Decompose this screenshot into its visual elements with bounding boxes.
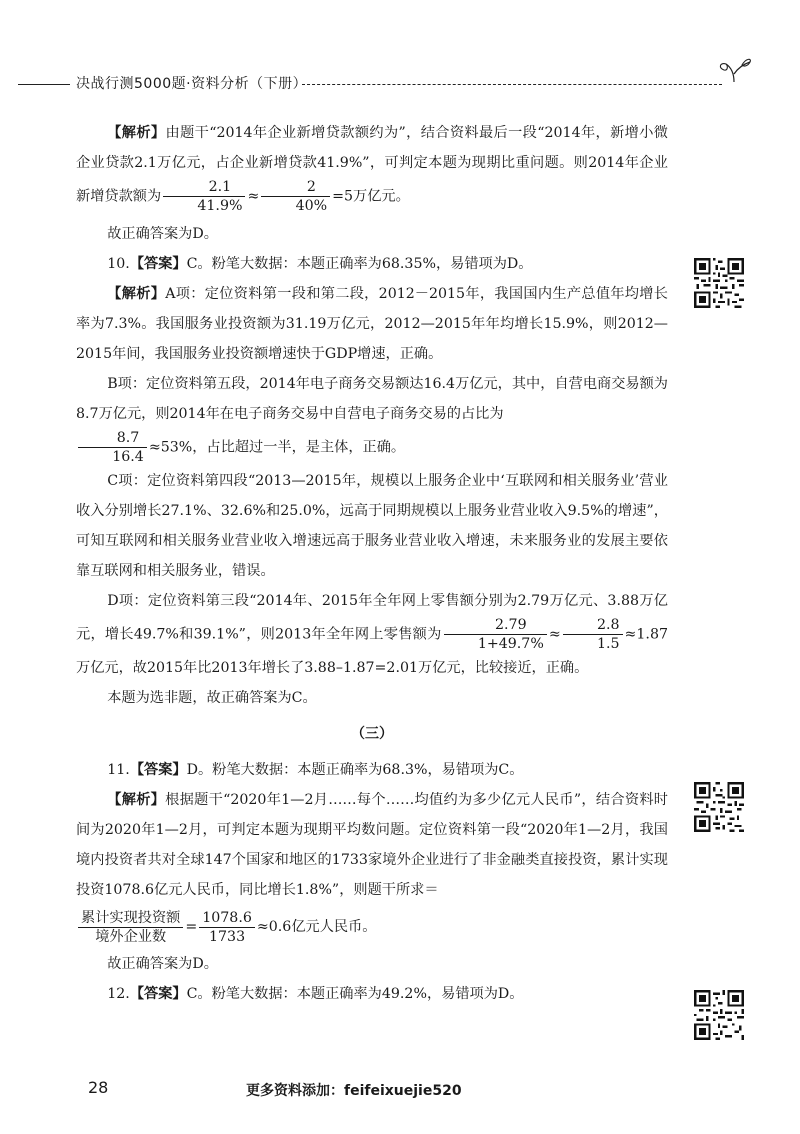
paragraph-q10-a: 【解析】A项：定位资料第一段和第二段，2012－2015年，我国国内生产总值年均增长率为7.3%。我国服务业投资额为31.19万亿元，2012—2015年年均增长15.9%，则2012—2015年间，我国服务业投资额增速快于GDP增速，正确。 (76, 286, 668, 362)
qr-code-q12[interactable] (694, 990, 744, 1040)
qr-code-q10[interactable] (694, 258, 744, 308)
paragraph-q10-d: D项：定位资料第三段“2014年、2015年全年网上零售额分别为2.79万亿元、3.88万亿元，增长49.7%和39.1%”，则2013年全年网上零售额为 $\frac{2.79}{1+49.7\%}$ ≈ $\frac{2.8}{1.5}$ ≈1.87万亿元，故2015年比2013年增长了3.88–1.87=2.01万亿元，比较接近，正确。 (76, 593, 668, 676)
answer-tag: 【答案】 (129, 762, 187, 778)
paragraph-q9-analysis: 【解析】由题干“2014年企业新增贷款额约为”，结合资料最后一段“2014年，新增小微企业贷款2.1万亿元，占企业新增贷款41.9%”，可判定本题为现期比重问题。则2014年企业新增贷款额为 $\frac{2.1}{41.9\%}$ ≈ $\frac{2}{40\%}$ =5万亿元。 (76, 125, 668, 214)
header-rule-right (302, 84, 722, 85)
sprout-icon (716, 54, 752, 84)
paragraph-q10-conclusion: 本题为选非题，故正确答案为C。 (107, 690, 317, 706)
fraction: $\frac{8.7}{16.4}$ (78, 429, 147, 466)
analysis-tag: 【解析】 (107, 125, 166, 141)
fraction: $\frac{\text{累计实现投资额}}{\text{境外企业数}}$ (78, 909, 183, 946)
analysis-tag: 【解析】 (107, 286, 166, 302)
formula-q11: $\frac{\text{累计实现投资额}}{\text{境外企业数}}$ = $\frac{1078.6}{1733}$ ≈0.6亿元人民币。 (76, 905, 668, 949)
fraction: $\frac{2.8}{1.5}$ (563, 616, 623, 653)
page-header (0, 74, 760, 94)
fraction: $\frac{2.1}{41.9\%}$ (163, 178, 245, 215)
fraction: $\frac{2}{40\%}$ (261, 178, 330, 215)
fraction: $\frac{2.79}{1+49.7\%}$ (444, 616, 547, 653)
qr-code-q11[interactable] (694, 782, 744, 832)
paragraph-q10-c: C项：定位资料第四段“2013—2015年，规模以上服务企业中‘互联网和相关服务业’营业收入分别增长27.1%、32.6%和25.0%，远高于同期规模以上服务业营业收入9.5%的增速”，可知互联网和相关服务业营业收入增速远高于服务业营业收入增速，未来服务业的发展主要依靠互联网和相关服务业，错误。 (76, 473, 668, 579)
fraction: $\frac{1078.6}{1733}$ (199, 909, 255, 946)
page-content (76, 118, 668, 1009)
footer-note: 更多资料添加：feifeixuejie520 (246, 1083, 462, 1099)
answer-line-q12: 12.【答案】C。粉笔大数据：本题正确率为49.2%，易错项为D。 (107, 986, 524, 1002)
paragraph-q9-conclusion: 故正确答案为D。 (107, 226, 218, 242)
header-rule-left (18, 84, 70, 85)
header-title: 决战行测5000题·资料分析（下册） (76, 76, 308, 92)
paragraph-q11-analysis: 【解析】根据题干“2020年1—2月……每个……均值约为多少亿元人民币”，结合资料时间为2020年1—2月，可判定本题为现期平均数问题。定位资料第一段“2020年1—2月，我国境内投资者共对全球147个国家和地区的1733家境外企业进行了非金融类直接投资，累计实现投资1078.6亿元人民币，同比增长1.8%”，则题干所求＝ (76, 792, 668, 898)
answer-tag: 【答案】 (129, 256, 187, 272)
page-number: 28 (88, 1078, 109, 1097)
answer-line-q10: 10.【答案】C。粉笔大数据：本题正确率为68.35%，易错项为D。 (107, 256, 533, 272)
paragraph-q10-b: B项：定位资料第五段，2014年电子商务交易额达16.4万亿元，其中，自营电商交易额为8.7万亿元，则2014年在电子商务交易中自营电子商务交易的占比为 $\frac{8.7}{16.4}$ ≈53%，占比超过一半，是主体，正确。 (76, 376, 668, 465)
paragraph-q11-conclusion: 故正确答案为D。 (107, 956, 218, 972)
analysis-tag: 【解析】 (107, 792, 166, 808)
section-marker: （三） (351, 726, 393, 742)
answer-line-q11: 11.【答案】D。粉笔大数据：本题正确率为68.3%，易错项为C。 (107, 762, 524, 778)
answer-tag: 【答案】 (129, 986, 187, 1002)
